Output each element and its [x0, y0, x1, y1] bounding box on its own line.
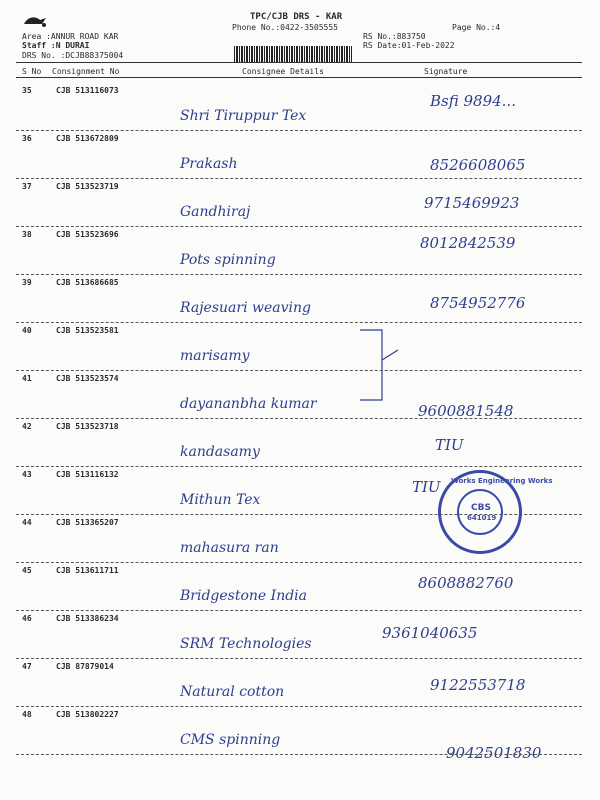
row-divider: [16, 130, 582, 131]
row-divider: [16, 418, 582, 419]
page-number: Page No.:4: [452, 23, 501, 32]
row-signature: 8754952776: [430, 294, 526, 312]
row-consignee: Prakash: [180, 156, 238, 172]
row-consignee: SRM Technologies: [180, 636, 312, 652]
row-consignment-no: CJB 513365207: [56, 518, 119, 527]
row-consignment-no: CJB 513116132: [56, 470, 119, 479]
row-divider: [16, 322, 582, 323]
row-sno: 36: [22, 134, 32, 143]
row-consignment-no: CJB 513611711: [56, 566, 119, 575]
col-consignment: Consignment No: [52, 67, 120, 76]
row-consignee: Gandhiraj: [180, 204, 251, 220]
row-consignee: dayananbha kumar: [180, 396, 317, 412]
row-consignee: marisamy: [180, 348, 250, 364]
row-signature: 9361040635: [382, 624, 478, 642]
row-signature: 9042501830: [446, 744, 542, 762]
row-signature: TIU: [435, 436, 464, 454]
row-consignee: mahasura ran: [180, 540, 279, 556]
row-consignee: Bridgestone India: [180, 588, 307, 604]
row-sno: 43: [22, 470, 32, 479]
row-signature: 9715469923: [424, 194, 520, 212]
area-label: Area :ANNUR ROAD KAR: [22, 32, 119, 41]
row-signature: 8526608065: [430, 156, 526, 174]
row-sno: 41: [22, 374, 32, 383]
row-consignment-no: CJB 513523719: [56, 182, 119, 191]
col-signature: Signature: [424, 67, 468, 76]
row-divider: [16, 562, 582, 563]
row-divider: [16, 754, 582, 755]
row-sno: 42: [22, 422, 32, 431]
staff-label: Staff :N DURAI: [22, 41, 90, 50]
row-consignment-no: CJB 513802227: [56, 710, 119, 719]
row-divider: [16, 226, 582, 227]
row-divider: [16, 274, 582, 275]
row-consignment-no: CJB 513523581: [56, 326, 119, 335]
row-divider: [16, 658, 582, 659]
row-divider: [16, 178, 582, 179]
row-divider: [16, 466, 582, 467]
row-consignment-no: CJB 87879014: [56, 662, 114, 671]
row-consignee: Mithun Tex: [180, 492, 261, 508]
rs-number: RS No.:883750: [363, 32, 426, 41]
row-consignment-no: CJB 513116073: [56, 86, 119, 95]
row-consignment-no: CJB 513523696: [56, 230, 119, 239]
row-signature: 9600881548: [418, 402, 514, 420]
row-consignment-no: CJB 513686685: [56, 278, 119, 287]
row-divider: [16, 370, 582, 371]
col-consignee: Consignee Details: [242, 67, 324, 76]
row-signature: 8012842539: [420, 234, 516, 252]
row-divider: [16, 610, 582, 611]
bracket-mark: [330, 320, 400, 410]
row-divider: [16, 706, 582, 707]
row-consignee: Natural cotton: [180, 684, 285, 700]
row-sno: 44: [22, 518, 32, 527]
stamp-line-1: CBS: [471, 503, 491, 513]
row-sno: 37: [22, 182, 32, 191]
row-sno: 48: [22, 710, 32, 719]
row-consignment-no: CJB 513386234: [56, 614, 119, 623]
row-consignee: Pots spinning: [180, 252, 276, 268]
row-consignment-no: CJB 513523718: [56, 422, 119, 431]
rs-date: RS Date:01-Feb-2022: [363, 41, 455, 50]
barcode: [234, 46, 352, 63]
drs-number: DRS No. :DCJB88375004: [22, 51, 124, 60]
row-sno: 47: [22, 662, 32, 671]
row-sno: 45: [22, 566, 32, 575]
row-consignment-no: CJB 513523574: [56, 374, 119, 383]
row-sno: 40: [22, 326, 32, 335]
row-consignee: Rajesuari weaving: [180, 300, 311, 316]
company-stamp: [438, 470, 553, 554]
row-sno: 46: [22, 614, 32, 623]
phone-number: Phone No.:0422-3505555: [232, 23, 338, 32]
row-consignee: kandasamy: [180, 444, 260, 460]
row-consignee: CMS spinning: [180, 732, 281, 748]
report-title: TPC/CJB DRS - KAR: [250, 12, 343, 22]
row-sno: 35: [22, 86, 32, 95]
header-rule-bottom: [16, 77, 582, 78]
row-consignee: Shri Tiruppur Tex: [180, 108, 307, 124]
row-signature: 9122553718: [430, 676, 526, 694]
row-consignment-no: CJB 513672809: [56, 134, 119, 143]
row-signature: Bsfi 9894...: [430, 92, 516, 110]
stamp-outer-text: Works Engineering Works: [451, 477, 553, 485]
row-signature: TIU: [412, 478, 441, 496]
row-sno: 38: [22, 230, 32, 239]
header-rule-top: [16, 62, 582, 63]
courier-logo-icon: [22, 14, 50, 28]
row-signature: 8608882760: [418, 574, 514, 592]
col-sno: S No: [22, 67, 42, 76]
row-sno: 39: [22, 278, 32, 287]
stamp-line-2: 641019: [467, 514, 497, 522]
